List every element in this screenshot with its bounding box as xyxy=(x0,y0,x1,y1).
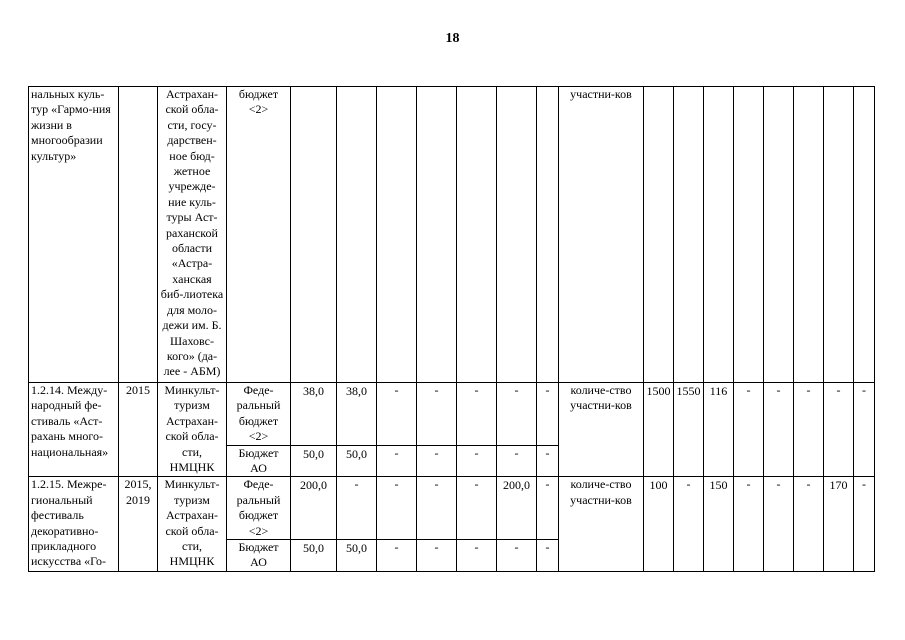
value-cell: - xyxy=(537,445,559,477)
value-cell xyxy=(457,87,497,383)
value-cell: - xyxy=(417,383,457,446)
value-cell: - xyxy=(417,540,457,572)
target-cell: - xyxy=(734,477,764,572)
indicator-cell: количе-ство участни-ков xyxy=(559,383,644,477)
target-cell xyxy=(734,87,764,383)
target-cell: - xyxy=(734,383,764,477)
target-cell xyxy=(644,87,674,383)
target-cell: - xyxy=(854,383,875,477)
funding-source-cell: Бюджет АО xyxy=(227,445,291,477)
target-cell xyxy=(824,87,854,383)
value-cell: - xyxy=(377,540,417,572)
value-cell xyxy=(537,87,559,383)
indicator-cell: участни-ков xyxy=(559,87,644,383)
indicator-cell: количе-ство участни-ков xyxy=(559,477,644,572)
value-cell: 200,0 xyxy=(497,477,537,540)
table-row xyxy=(29,477,875,540)
funding-source-cell: Феде-ральный бюджет <2> xyxy=(227,383,291,446)
value-cell: 200,0 xyxy=(291,477,337,540)
value-cell xyxy=(291,87,337,383)
value-cell: - xyxy=(497,383,537,446)
target-cell: 116 xyxy=(704,383,734,477)
executor-cell: Минкульт-туризм Астрахан-ской обла-сти, НМЦНК xyxy=(158,477,227,572)
table-row xyxy=(29,87,875,383)
funding-source-cell: Бюджет АО xyxy=(227,540,291,572)
target-cell: - xyxy=(794,477,824,572)
target-cell: 100 xyxy=(644,477,674,572)
value-cell: - xyxy=(417,445,457,477)
year-cell: 2015 xyxy=(119,383,158,477)
value-cell: - xyxy=(537,383,559,446)
executor-cell: Минкульт-туризм Астрахан-ской обла-сти, НМЦНК xyxy=(158,383,227,477)
value-cell: - xyxy=(497,540,537,572)
target-cell xyxy=(764,87,794,383)
value-cell: - xyxy=(457,445,497,477)
target-cell xyxy=(674,87,704,383)
event-name-cell: нальных куль-тур «Гармо-ния жизни в многообразии культур» xyxy=(29,87,119,383)
value-cell: - xyxy=(377,477,417,540)
program-table xyxy=(28,86,875,572)
page-number: 18 xyxy=(445,31,460,46)
funding-source-cell: бюджет <2> xyxy=(227,87,291,383)
target-cell xyxy=(854,87,875,383)
value-cell: 38,0 xyxy=(337,383,377,446)
value-cell xyxy=(337,87,377,383)
value-cell: - xyxy=(417,477,457,540)
year-cell xyxy=(119,87,158,383)
target-cell: - xyxy=(674,477,704,572)
target-cell: - xyxy=(794,383,824,477)
target-cell xyxy=(794,87,824,383)
value-cell: 50,0 xyxy=(291,540,337,572)
event-name-cell: 1.2.15. Межре-гиональный фестиваль декоративно-прикладного искусства «Го- xyxy=(29,477,119,572)
value-cell: 50,0 xyxy=(337,540,377,572)
value-cell: - xyxy=(537,477,559,540)
funding-source-cell: Феде-ральный бюджет <2> xyxy=(227,477,291,540)
target-cell: - xyxy=(764,477,794,572)
table-row xyxy=(29,383,875,446)
value-cell: - xyxy=(457,540,497,572)
target-cell: 150 xyxy=(704,477,734,572)
value-cell: - xyxy=(457,383,497,446)
value-cell xyxy=(497,87,537,383)
value-cell: - xyxy=(457,477,497,540)
target-cell: 1500 xyxy=(644,383,674,477)
value-cell xyxy=(417,87,457,383)
event-name-cell: 1.2.14. Между-народный фе-стиваль «Аст-рахань много-национальная» xyxy=(29,383,119,477)
target-cell: 1550 xyxy=(674,383,704,477)
year-cell: 2015, 2019 xyxy=(119,477,158,572)
value-cell xyxy=(377,87,417,383)
value-cell: 50,0 xyxy=(337,445,377,477)
value-cell: - xyxy=(377,383,417,446)
executor-cell: Астрахан-ской обла-сти, госу-дарствен-ное бюд-жетное учрежде-ние куль-туры Аст-раханской области «Астра-ханская биб-лиотека для моло-дежи им. Б. Шаховс-кого» (да-лее - АБМ) xyxy=(158,87,227,383)
value-cell: - xyxy=(377,445,417,477)
target-cell: - xyxy=(824,383,854,477)
value-cell: - xyxy=(537,540,559,572)
value-cell: - xyxy=(337,477,377,540)
target-cell: 170 xyxy=(824,477,854,572)
target-cell: - xyxy=(854,477,875,572)
target-cell: - xyxy=(764,383,794,477)
value-cell: 38,0 xyxy=(291,383,337,446)
target-cell xyxy=(704,87,734,383)
value-cell: - xyxy=(497,445,537,477)
value-cell: 50,0 xyxy=(291,445,337,477)
